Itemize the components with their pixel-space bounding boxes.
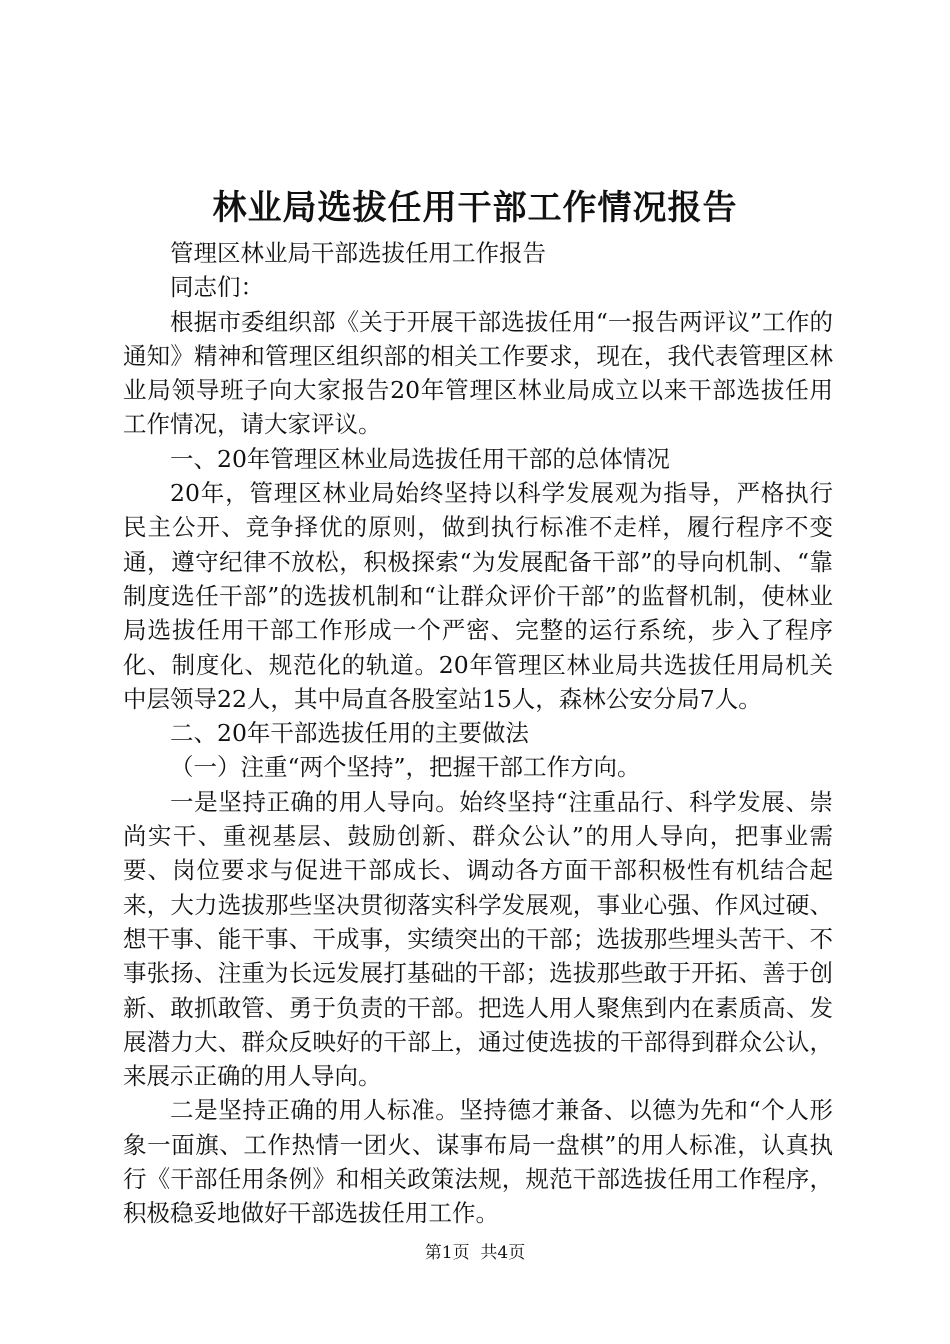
overview-paragraph: 20年，管理区林业局始终坚持以科学发展观为指导，严格执行民主公开、竞争择优的原则，做到执行标准不走样，履行程序不变通，遵守纪律不放松，积极探索“为发展配备干部”的导向机制、“靠制度选任干部”的选拔机制和“让群众评价干部”的监督机制，使林业局选拔任用干部工作形成一个严密、完整的运行系统，步入了程序化、制度化、规范化的轨道。20年管理区林业局共选拔任用局机关中层领导22人，其中局直各股室站15人，森林公安分局7人。 <box>123 479 833 713</box>
standard-paragraph: 二是坚持正确的用人标准。坚持德才兼备、以德为先和“个人形象一面旗、工作热情一团火、谋事布局一盘棋”的用人标准，认真执行《干部任用条例》和相关政策法规，规范干部选拔任用工作程序，积极稳妥地做好干部选拔任用工作。 <box>123 1096 833 1228</box>
section-heading-1: 一、20年管理区林业局选拔任用干部的总体情况 <box>170 444 670 473</box>
guidance-paragraph: 一是坚持正确的用人导向。始终坚持“注重品行、科学发展、崇尚实干、重视基层、鼓励创新、群众公认”的用人导向，把事业需要、岗位要求与促进干部成长、调动各方面干部积极性有机结合起来，大力选拔那些坚决贯彻落实科学发展观，事业心强、作风过硬、想干事、能干事、干成事，实绩突出的干部；选拔那些埋头苦干、不事张扬、注重为长远发展打基础的干部；选拔那些敢于开拓、善于创新、敢抓敢管、勇于负责的干部。把选人用人聚焦到内在素质高、发展潜力大、群众反映好的干部上，通过使选拔的干部得到群众公认，来展示正确的用人导向。 <box>123 787 833 1091</box>
page-number: 第1页 <box>424 1243 470 1263</box>
page-total: 共4页 <box>480 1243 526 1263</box>
intro-paragraph: 根据市委组织部《关于开展干部选拔任用“一报告两评议”工作的通知》精神和管理区组织部的相关工作要求，现在，我代表管理区林业局领导班子向大家报告20年管理区林业局成立以来干部选拔任用工作情况，请大家评议。 <box>123 307 833 439</box>
page-footer <box>0 1240 950 1266</box>
document-body <box>123 236 833 1231</box>
salutation: 同志们： <box>170 273 264 302</box>
subsection-heading-1: （一）注重“两个坚持”，把握干部工作方向。 <box>170 753 641 782</box>
section-heading-2: 二、20年干部选拔任用的主要做法 <box>170 719 529 748</box>
report-subtitle: 管理区林业局干部选拔任用工作报告 <box>170 239 546 267</box>
document-title: 林业局选拔任用干部工作情况报告 <box>212 188 738 228</box>
